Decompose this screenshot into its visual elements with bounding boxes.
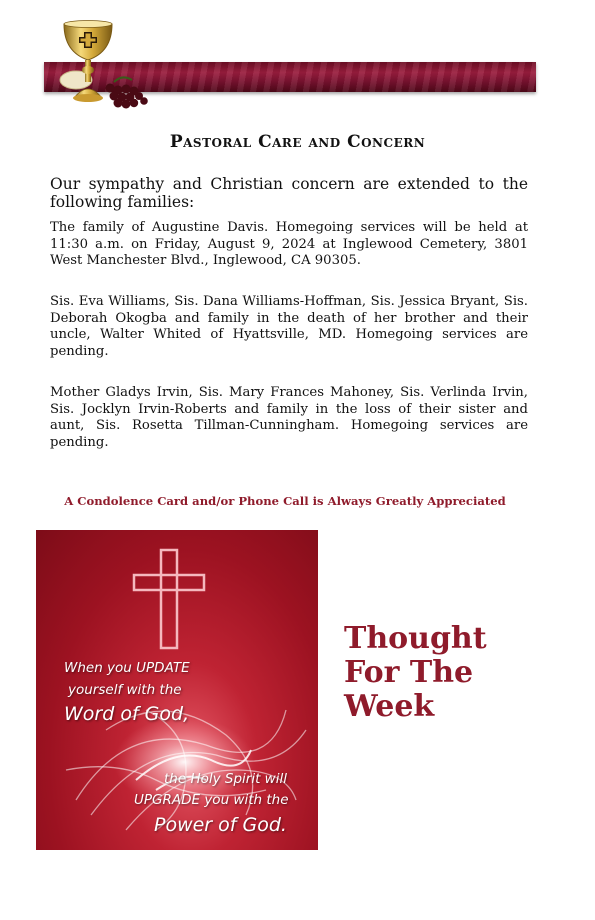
condolence-paragraph: The family of Augustine Davis. Homegoing services will be held at 11:30 a.m. on Friday, August 9, 2024 at Inglewood Cemetery, 3801 West Manchester Blvd., Inglewood, CA 90305. [50,220,528,268]
chalice-icon [54,18,158,114]
thought-for-the-week-heading [344,622,544,724]
card-text-line: Power of God. [154,814,287,836]
inspirational-card [36,530,318,850]
thought-line: Thought [344,621,487,656]
thought-line: For The [344,655,474,690]
page-title: Pastoral Care and Concern [169,132,426,152]
card-text-line: Word of God, [64,703,190,725]
condolence-paragraph: Sis. Eva Williams, Sis. Dana Williams-Hoffman, Sis. Jessica Bryant, Sis. Deborah Okogba and family in the death of her brother and their uncle, Walter Whited of Hyattsville, MD. Homegoing services are pending. [50,294,528,359]
condolence-paragraph: Mother Gladys Irvin, Sis. Mary Frances Mahoney, Sis. Verlinda Irvin, Sis. Jocklyn Irvin-Roberts and family in the loss of their sister and aunt, Sis. Rosetta Tillman-Cunningham. Homegoing services are pending. [50,385,528,450]
cross-icon [134,550,204,648]
card-text-line: yourself with the [68,682,182,698]
card-text-line: When you UPDATE [64,660,190,676]
card-text-line: UPGRADE you with the [134,792,289,808]
intro-text: Our sympathy and Christian concern are extended to the following families: [50,175,528,211]
header-banner [0,0,595,110]
condolence-tagline: A Condolence Card and/or Phone Call is Always Greatly Appreciated [64,494,506,508]
thought-line: Week [344,689,435,724]
card-text-line: the Holy Spirit will [164,771,287,787]
